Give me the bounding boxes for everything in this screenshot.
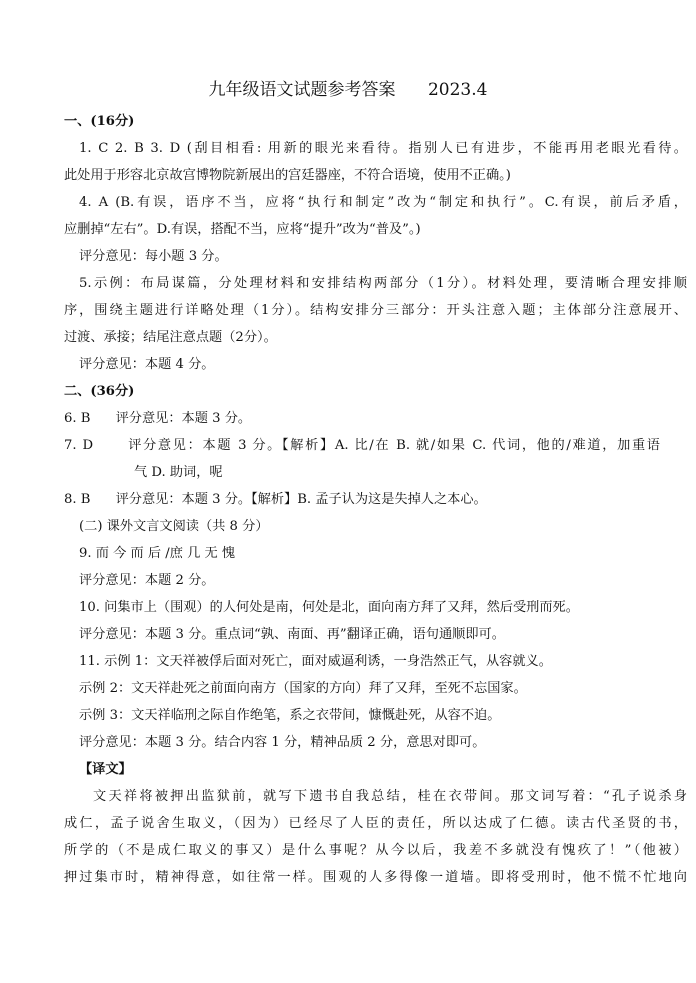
answer-5-cont-1: 序，围绕主题进行详略处理（1分）。结构安排分三部分：开头注意入题；主体部分注意展开、 — [64, 303, 687, 318]
answer-9: 9. 而 今 而 后 /庶 几 无 愧 — [79, 546, 236, 561]
answer-6: 6. B 评分意见：本题 3 分。 — [64, 411, 252, 426]
answer-11-example-1: 11. 示例 1：文天祥被俘后面对死亡，面对威逼利诱，一身浩然正气，从容就义。 — [79, 654, 552, 669]
subsection-heading: (二) 课外文言文阅读（共 8 分） — [79, 519, 269, 534]
answer-10: 10. 问集市上（围观）的人何处是南，何处是北，面向南方拜了又拜，然后受刑而死。 — [79, 600, 579, 615]
answer-4-cont: 应删掉“左右”。D.有误，搭配不当，应将“提升”改为“普及”。) — [64, 222, 421, 237]
answer-1-3-cont: 此处用于形容北京故宫博物院新展出的宫廷器座，不符合语境，使用不正确。) — [64, 168, 511, 183]
answer-7-cont: 气 D. 助词，呢 — [134, 465, 223, 480]
answer-4: 4. A (B.有误，语序不当，应将“执行和制定”改为“制定和执行”。C.有误，前后矛盾， — [79, 195, 687, 210]
grading-note-9: 评分意见：本题 2 分。 — [79, 573, 215, 588]
section-one-heading: 一、(16分) — [64, 114, 135, 129]
answer-11-example-2: 示例 2：文天祥赴死之前面向南方（国家的方向）拜了又拜，至死不忘国家。 — [79, 681, 527, 696]
section-two-heading: 二、(36分) — [64, 384, 135, 399]
translation-heading: 【译文】 — [79, 762, 132, 777]
answer-7: 7. D 评分意见：本题 3 分。【解析】A. 比/在 B. 就/如果 C. 代词，他的/难道，加重语 — [64, 438, 660, 453]
answer-5: 5.示例：布局谋篇，分处理材料和安排结构两部分（1分）。材料处理，要清晰合理安排顺 — [79, 276, 687, 291]
answer-5-cont-2: 过渡、承接；结尾注意点题（2分）。 — [64, 330, 277, 345]
grading-note-11: 评分意见：本题 3 分。结合内容 1 分，精神品质 2 分，意思对即可。 — [79, 735, 486, 750]
grading-note-10: 评分意见：本题 3 分。重点词“孰、南面、再”翻译正确，语句通顺即可。 — [79, 627, 505, 642]
answer-1-3: 1. C 2. B 3. D (刮目相看: 用新的眼光来看待。指别人已有进步，不能再用老眼光看待。 — [79, 141, 687, 156]
translation-line-4: 押过集市时，精神得意，如往常一样。围观的人多得像一道墙。即将受刑时，他不慌不忙地向 — [64, 870, 687, 885]
grading-note-1: 评分意见：每小题 3 分。 — [79, 249, 228, 264]
translation-line-3: 所学的（不是成仁取义的事又）是什么事呢？从今以后，我差不多就没有愧疚了！”（他被） — [64, 843, 687, 858]
page-title: 九年级语文试题参考答案 2023.4 — [208, 80, 488, 100]
grading-note-5: 评分意见：本题 4 分。 — [79, 357, 215, 372]
translation-line-1: 文天祥将被押出监狱前，就写下遗书自我总结，桂在衣带间。那文词写着：“孔子说杀身 — [93, 789, 687, 804]
answer-11-example-3: 示例 3：文天祥临刑之际自作绝笔，系之衣带间，慷慨赴死，从容不迫。 — [79, 708, 501, 723]
answer-8: 8. B 评分意见：本题 3 分。【解析】B. 孟子认为这是失掉人之本心。 — [64, 492, 487, 507]
translation-line-2: 成仁，孟子说舍生取义，（因为）已经尽了人臣的责任，所以达成了仁德。读古代圣贤的书， — [64, 816, 687, 831]
